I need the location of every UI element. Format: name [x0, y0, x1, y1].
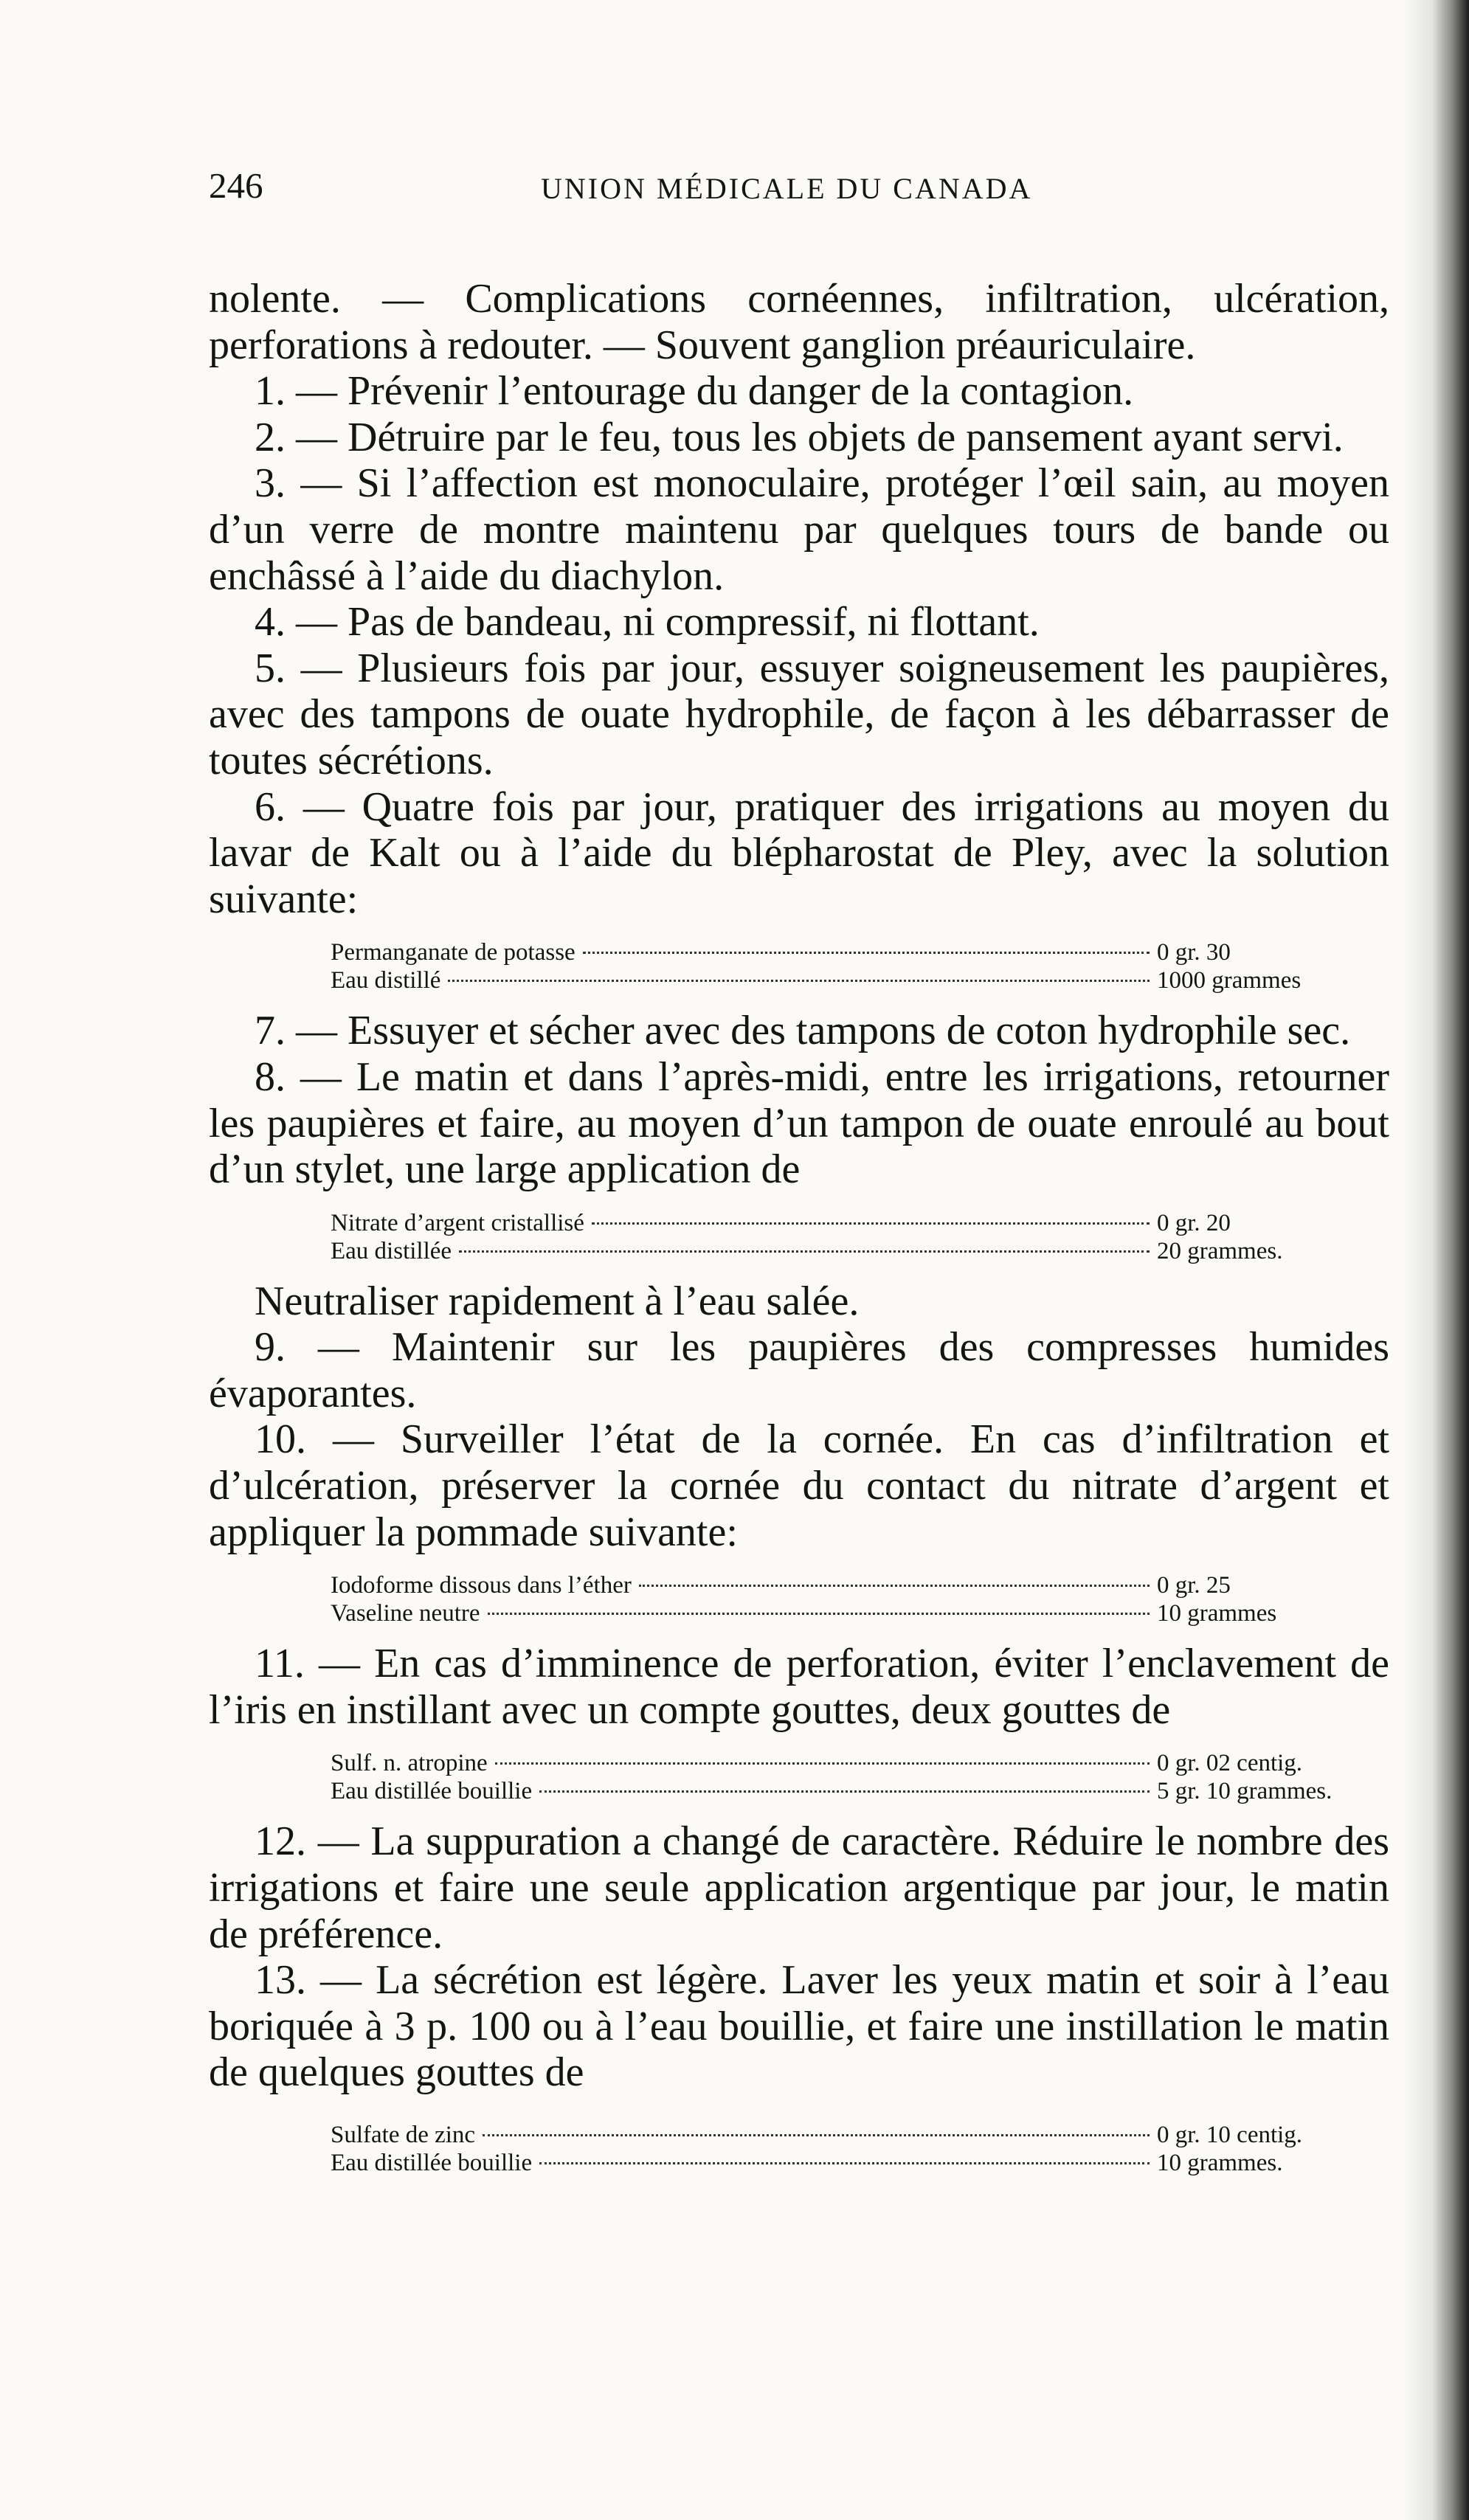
prescription-row — [331, 938, 1341, 966]
paragraph-item-5: 5. — Plusieurs fois par jour, essuyer soigneusement les paupières, avec des tampons de ouate hydrophile, de façon à les débarrasser de toutes sécrétions. — [209, 645, 1389, 783]
prescription-row — [331, 1209, 1341, 1237]
paragraph-item-2: 2. — Détruire par le feu, tous les objets de pansement ayant servi. — [255, 414, 1344, 460]
dot-leader — [592, 1222, 1150, 1225]
paragraph-item-4: 4. — Pas de bandeau, ni compressif, ni flottant. — [255, 599, 1040, 645]
ingredient-name: Eau distillée — [331, 1237, 452, 1264]
paragraph-intro: nolente. — Complications cornéennes, infiltration, ulcération, perforations à redouter. — Souvent ganglion préauriculaire. — [209, 276, 1389, 368]
page-edge-shadow — [1403, 0, 1469, 2520]
prescription-row — [331, 1777, 1341, 1805]
ingredient-quantity: 0 gr. 20 — [1157, 1209, 1231, 1236]
ingredient-name: Eau distillée bouillie — [331, 1778, 533, 1805]
prescription-row — [331, 966, 1341, 994]
paragraph-item-1: 1. — Prévenir l’entourage du danger de la contagion. — [255, 368, 1134, 415]
ingredient-quantity: 10 grammes — [1157, 1600, 1277, 1627]
ingredient-name: Eau distillée bouillie — [331, 2150, 533, 2176]
prescription-row — [331, 1749, 1341, 1777]
dot-leader — [459, 1250, 1150, 1253]
running-title: UNION MÉDICALE DU CANADA — [541, 172, 1033, 205]
prescription-row — [331, 2149, 1341, 2177]
prescription-10 — [331, 1571, 1341, 1627]
dot-leader — [488, 1613, 1150, 1615]
prescription-8 — [331, 1209, 1341, 1265]
ingredient-quantity: 0 gr. 02 centig. — [1157, 1750, 1303, 1777]
dot-leader — [539, 2162, 1150, 2164]
ingredient-name: Eau distillé — [331, 967, 441, 994]
paragraph-item-7: 7. — Essuyer et sécher avec des tampons de coton hydrophile sec. — [255, 1008, 1351, 1054]
paragraph-item-3: 3. — Si l’affection est monoculaire, protéger l’œil sain, au moyen d’un verre de montre maintenu par quelques tours de bande ou enchâssé à l’aide du diachylon. — [209, 460, 1389, 599]
ingredient-quantity: 0 gr. 25 — [1157, 1572, 1231, 1599]
paragraph-item-11: 11. — En cas d’imminence de perforation, éviter l’enclavement de l’iris en instillant avec un compte gouttes, deux gouttes de — [209, 1641, 1389, 1733]
prescription-11 — [331, 1749, 1341, 1805]
ingredient-quantity: 0 gr. 30 — [1157, 939, 1231, 966]
ingredient-quantity: 10 grammes. — [1157, 2150, 1283, 2176]
document-page — [209, 164, 1389, 2190]
paragraph-item-8: 8. — Le matin et dans l’après-midi, entre les irrigations, retourner les paupières et faire, au moyen d’un tampon de ouate enroulé au bout d’un stylet, une large application de — [209, 1053, 1389, 1193]
dot-leader — [639, 1585, 1150, 1587]
prescription-6 — [331, 938, 1341, 994]
ingredient-name: Iodoforme dissous dans l’éther — [331, 1572, 632, 1599]
paragraph-item-12: 12. — La suppuration a changé de caractère. Réduire le nombre des irrigations et faire une seule application argentique par jour, le matin de préférence. — [209, 1818, 1389, 1957]
ingredient-name: Vaseline neutre — [331, 1600, 480, 1627]
dot-leader — [583, 952, 1150, 954]
dot-leader — [539, 1790, 1150, 1793]
prescription-row — [331, 1237, 1341, 1265]
ingredient-quantity: 0 gr. 10 centig. — [1157, 2122, 1303, 2148]
ingredient-quantity: 5 gr. 10 grammes. — [1157, 1778, 1333, 1805]
ingredient-name: Sulfate de zinc — [331, 2122, 476, 2148]
ingredient-name: Permanganate de potasse — [331, 939, 575, 966]
prescription-row — [331, 1599, 1341, 1627]
paragraph-item-9: 9. — Maintenir sur les paupières des compresses humides évaporantes. — [209, 1324, 1389, 1416]
dot-leader — [495, 1762, 1150, 1765]
paragraph-neutraliser: Neutraliser rapidement à l’eau salée. — [255, 1278, 860, 1324]
prescription-row — [331, 2121, 1341, 2149]
paragraph-item-13: 13. — La sécrétion est légère. Laver les yeux matin et soir à l’eau boriquée à 3 p. 100 ou à l’eau bouillie, et faire une instillation le matin de quelques gouttes de — [209, 1957, 1389, 2096]
prescription-row — [331, 1571, 1341, 1599]
page-header — [209, 164, 1389, 230]
dot-leader — [483, 2134, 1150, 2136]
ingredient-name: Sulf. n. atropine — [331, 1750, 488, 1777]
paragraph-item-6: 6. — Quatre fois par jour, pratiquer des irrigations au moyen du lavar de Kalt ou à l’aide du blépharostat de Pley, avec la solution suivante: — [209, 783, 1389, 922]
paragraph-item-10: 10. — Surveiller l’état de la cornée. En cas d’infiltration et d’ulcération, préserver la cornée du contact du nitrate d’argent et appliquer la pommade suivante: — [209, 1416, 1389, 1555]
body-text — [209, 276, 1389, 2177]
prescription-13 — [331, 2121, 1341, 2177]
ingredient-quantity: 1000 grammes — [1157, 967, 1302, 994]
dot-leader — [448, 980, 1150, 982]
ingredient-quantity: 20 grammes. — [1157, 1237, 1283, 1264]
page-number: 246 — [209, 165, 263, 206]
ingredient-name: Nitrate d’argent cristallisé — [331, 1209, 584, 1236]
